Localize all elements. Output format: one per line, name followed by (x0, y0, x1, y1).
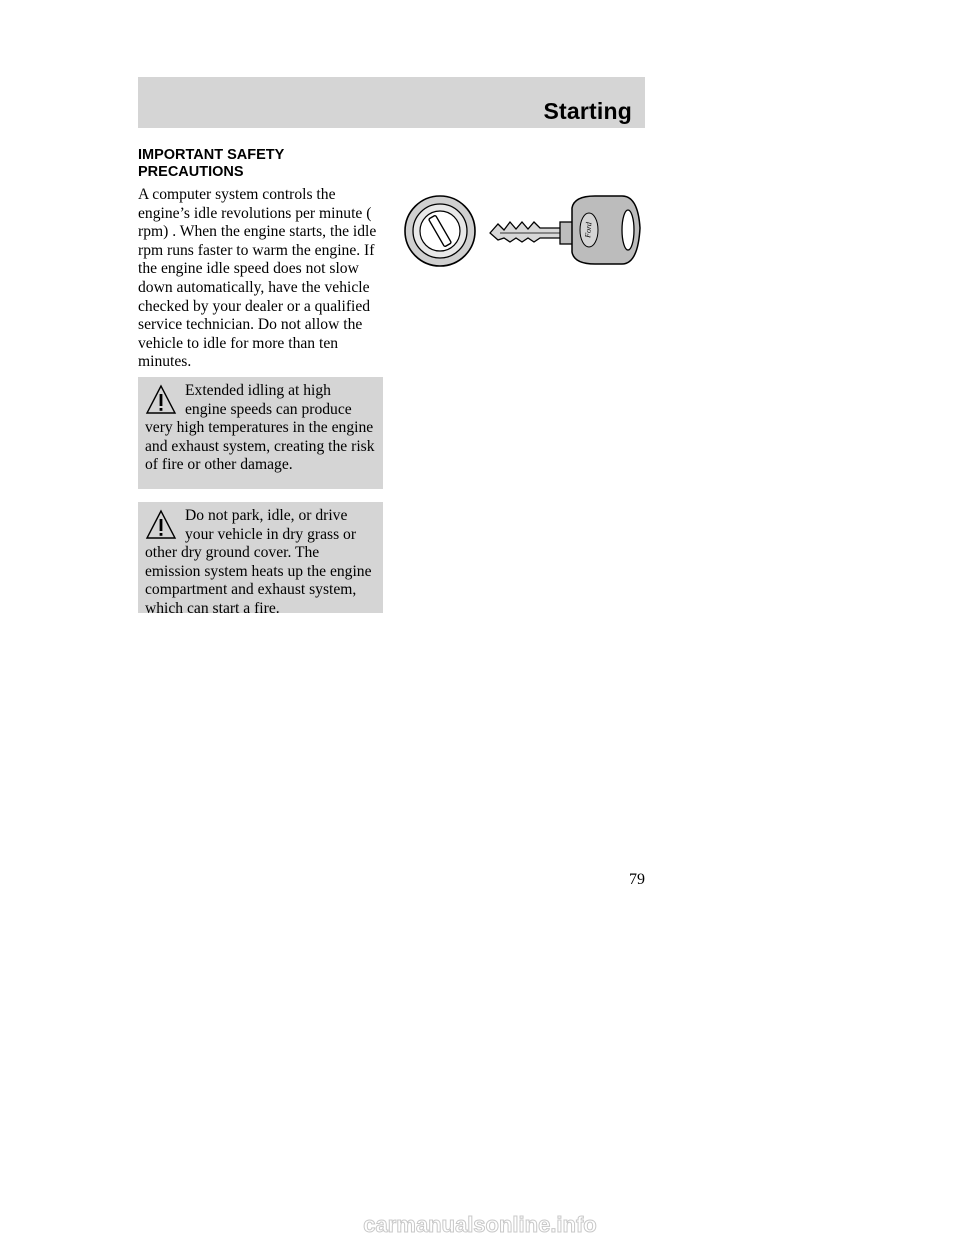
warning-text: Extended idling at high engine speeds can produce very high temperatures in the engine and exhaust system, creating the risk of fire or other damage. (145, 382, 375, 474)
warning-icon (145, 509, 177, 540)
warning-box-idling (138, 377, 383, 489)
footer-watermark (0, 1208, 960, 1242)
key-icon (490, 196, 640, 264)
svg-text:Ford: Ford (583, 221, 594, 239)
ignition-lock-icon (405, 196, 475, 266)
header-band (138, 77, 645, 128)
ignition-key-illustration (400, 188, 645, 274)
page-number: 79 (629, 871, 645, 888)
warning-icon (145, 384, 177, 415)
watermark-text: carmanualsonline.info (363, 1212, 597, 1237)
page-title: Starting (543, 98, 632, 124)
body-paragraph: A computer system controls the engine’s idle revolutions per minute ( rpm) . When the engine starts, the idle rpm runs faster to warm the engine. If the engine idle speed does not slow down automatically, have the vehicle checked by your dealer or a qualified service technician. Do not allow the vehicle to idle for more than ten minutes. (138, 186, 377, 371)
section-heading: IMPORTANT SAFETY PRECAUTIONS (138, 147, 285, 180)
warning-text: Do not park, idle, or drive your vehicle in dry grass or other dry ground cover. The emission system heats up the engine compartment and exhaust system, which can start a fire. (145, 507, 372, 617)
warning-box-dry-grass (138, 502, 383, 617)
